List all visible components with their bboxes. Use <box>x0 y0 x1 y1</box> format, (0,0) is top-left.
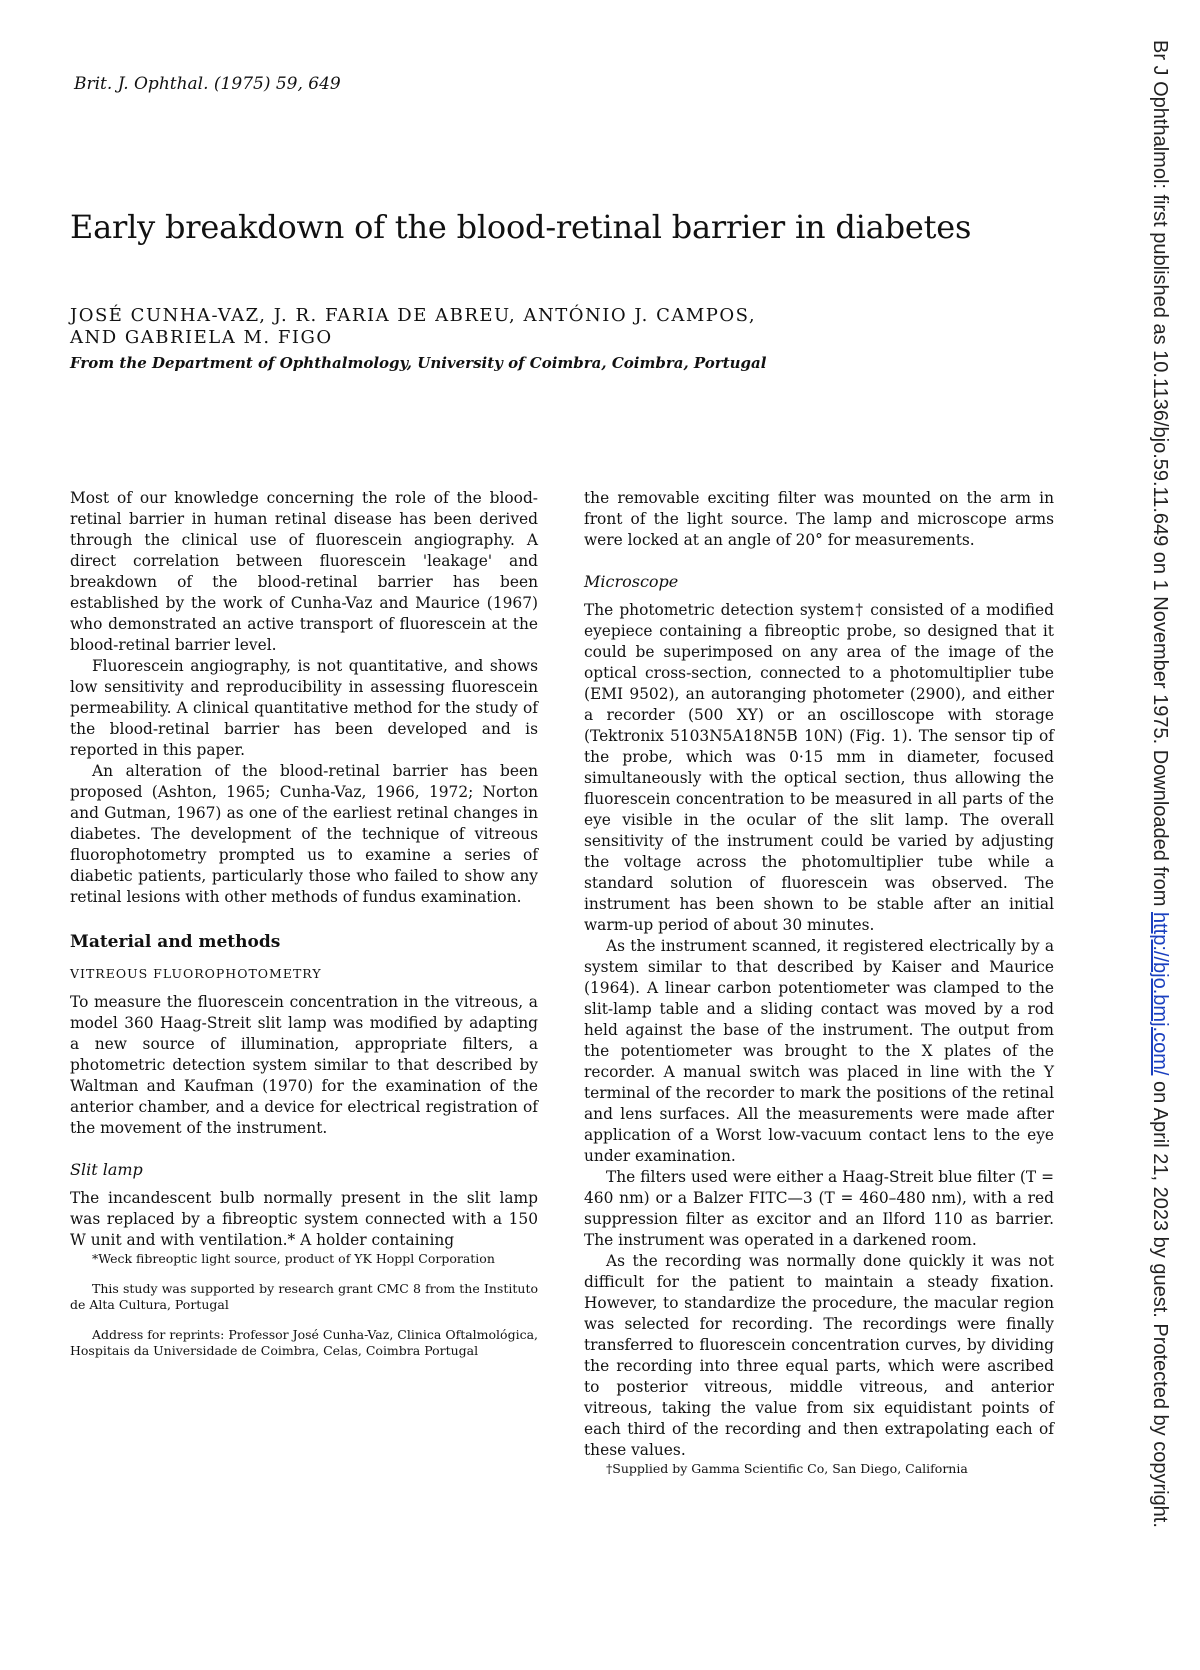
footnote-address: Address for reprints: Professor José Cunha-Vaz, Clinica Oftalmológica, Hospitais da Universidade de Coimbra, Celas, Coimbra Portugal <box>70 1327 538 1358</box>
copyright-sidebar <box>1148 40 1171 1528</box>
journal-link[interactable]: http://bjo.bmj.com/ <box>1149 912 1171 1076</box>
slit-lamp-paragraph: The incandescent bulb normally present in the slit lamp was replaced by a fibreoptic system connected with a 150 W unit and with ventilation.* A holder containing <box>70 1189 538 1249</box>
methods-paragraph-1: To measure the fluorescein concentration in the vitreous, a model 360 Haag-Streit slit lamp was modified by adapting a new source of illumination, appropriate filters, a photometric detection system similar to that described by Waltman and Kaufman (1970) for the examination of the anterior chamber, and a device for electrical registration of the movement of the instrument. <box>70 993 538 1137</box>
subheading-slit-lamp: Slit lamp <box>70 1160 143 1179</box>
intro-paragraph-3: An alteration of the blood-retinal barrier has been proposed (Ashton, 1965; Cunha-Vaz, 1966, 1972; Norton and Gutman, 1967) as one of the earliest retinal changes in diabetes. The development of the technique of vitreous fluorophotometry prompted us to examine a series of diabetic patients, particularly those who failed to show any retinal lesions with other methods of fundus examination. <box>70 762 538 906</box>
journal-citation: Brit. J. Ophthal. (1975) 59, 649 <box>74 74 341 94</box>
footnote-star: *Weck fibreoptic light source, product of YK Hoppl Corporation <box>92 1251 495 1266</box>
microscope-paragraph-3: The filters used were either a Haag-Streit blue filter (T = 460 nm) or a Balzer FITC—3 (T = 460–480 nm), with a red suppression filter as excitor and an Ilford 110 as barrier. The instrument was operated in a darkened room. <box>584 1168 1054 1249</box>
intro-paragraph-2: Fluorescein angiography, is not quantitative, and shows low sensitivity and reproducibility in assessing fluorescein permeability. A clinical quantitative method for the study of the blood-retinal barrier has been developed and is reported in this paper. <box>70 657 538 759</box>
section-heading-methods: Material and methods <box>70 932 281 952</box>
microscope-paragraph-1: The photometric detection system† consisted of a modified eyepiece containing a fibreoptic probe, so designed that it could be superimposed on any area of the image of the optical cross-section, connected to a photomultiplier tube (EMI 9502), an autoranging photometer (2900), and either a recorder (500 XY) or an oscilloscope with storage (Tektronix 5103N5A18N5B 10N) (Fig. 1). The sensor tip of the probe, which was 0·15 mm in diameter, focused simultaneously with the optical section, thus allowing the fluorescein concentration to be measured in all parts of the eye visible in the ocular of the slit lamp. The overall sensitivity of the instrument could be varied by adjusting the voltage across the photomultiplier tube while a standard solution of fluorescein was observed. The instrument has been shown to be stable after an initial warm-up period of about 30 minutes. <box>584 601 1054 934</box>
sidebar-text-end: on April 21, 2023 by guest. Protected by copyright. <box>1149 1075 1171 1528</box>
left-column <box>70 488 538 1359</box>
affiliation: From the Department of Ophthalmology, University of Coimbra, Coimbra, Portugal <box>70 354 767 372</box>
footnote-support: This study was supported by research grant CMC 8 from the Instituto de Alta Cultura, Portugal <box>70 1281 538 1312</box>
article-title: Early breakdown of the blood-retinal barrier in diabetes <box>70 208 972 246</box>
sidebar-text-start: Br J Ophthalmol: first published as 10.1136/bjo.59.11.649 on 1 November 1975. Downloaded from <box>1149 40 1171 913</box>
intro-paragraph-1: Most of our knowledge concerning the role of the blood-retinal barrier in human retinal disease has been derived through the clinical use of fluorescein angiography. A direct correlation between fluorescein 'leakage' and breakdown of the blood-retinal barrier has been established by the work of Cunha-Vaz and Maurice (1967) who demonstrated an active transport of fluorescein at the blood-retinal barrier level. <box>70 489 538 654</box>
footnote-dagger: †Supplied by Gamma Scientific Co, San Diego, California <box>606 1461 968 1476</box>
microscope-paragraph-4: As the recording was normally done quickly it was not difficult for the patient to maintain a steady fixation. However, to standardize the procedure, the macular region was selected for recording. The recordings were finally transferred to fluorescein concentration curves, by dividing the recording into three equal parts, which were ascribed to posterior vitreous, middle vitreous, and anterior vitreous, taking the value from six equidistant points of each third of the recording and then extrapolating each of these values. <box>584 1252 1054 1459</box>
authors-line-2: AND GABRIELA M. FIGO <box>70 327 333 348</box>
author-list <box>70 305 970 349</box>
microscope-paragraph-2: As the instrument scanned, it registered electrically by a system similar to that described by Kaiser and Maurice (1964). A linear carbon potentiometer was clamped to the slit-lamp table and a sliding contact was moved by a rod held against the base of the instrument. The output from the potentiometer was brought to the X plates of the recorder. A manual switch was placed in line with the Y terminal of the recorder to mark the positions of the retinal and lens surfaces. All the measurements were made after application of a Worst low-vacuum contact lens to the eye under examination. <box>584 937 1054 1165</box>
authors-line-1: JOSÉ CUNHA-VAZ, J. R. FARIA DE ABREU, ANTÓNIO J. CAMPOS, <box>70 305 757 326</box>
subsection-heading-fluorophotometry: VITREOUS FLUOROPHOTOMETRY <box>70 966 322 981</box>
right-column <box>584 488 1054 1477</box>
subheading-microscope: Microscope <box>584 572 679 591</box>
continued-paragraph: the removable exciting filter was mounted on the arm in front of the light source. The lamp and microscope arms were locked at an angle of 20° for measurements. <box>584 489 1054 549</box>
